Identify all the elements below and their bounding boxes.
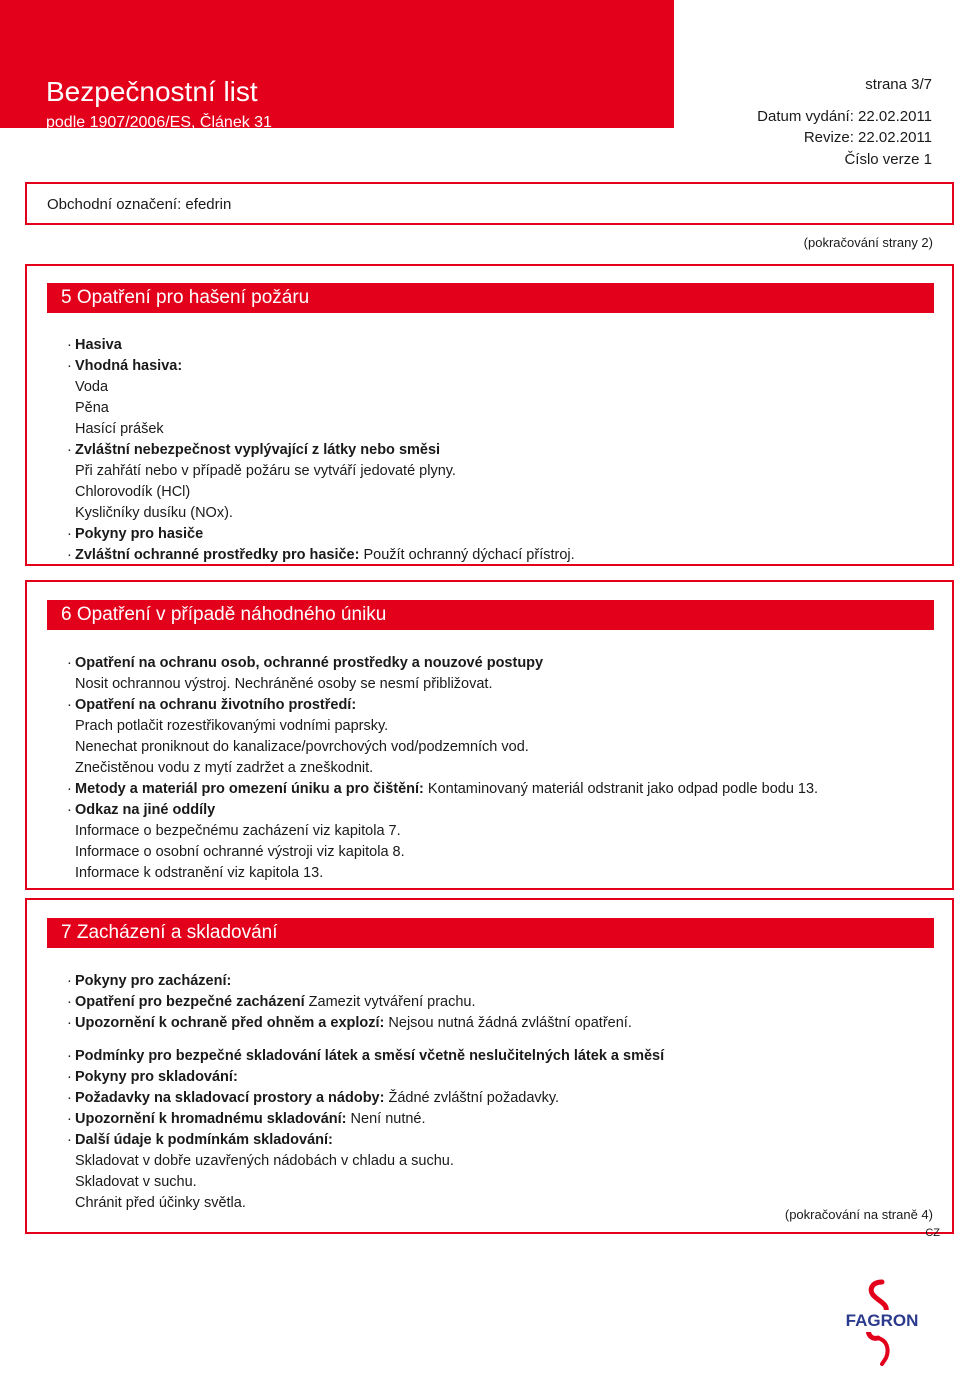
section-line xyxy=(67,864,323,882)
continuation-from: (pokračování strany 2) xyxy=(803,235,933,250)
continuation-to: (pokračování na straně 4) xyxy=(784,1207,933,1222)
section-line xyxy=(67,801,215,819)
bullet-mark: · xyxy=(67,781,72,797)
version-number: Číslo verze 1 xyxy=(844,151,932,168)
line-label: Hasiva xyxy=(75,337,122,353)
section-line xyxy=(67,336,122,354)
section-5-heading: 5 Opatření pro hašení požáru xyxy=(47,283,934,313)
line-label: Odkaz na jiné oddíly xyxy=(75,802,216,818)
line-text: Informace o osobní ochranné výstroji viz kapitola 8. xyxy=(75,844,405,860)
section-line xyxy=(67,1131,333,1149)
section-line xyxy=(67,441,440,459)
bullet-mark: · xyxy=(67,547,72,563)
line-text: Hasící prášek xyxy=(75,421,164,437)
line-text: Nejsou nutná žádná zvláštní opatření. xyxy=(384,1015,632,1031)
line-text: Kontaminovaný materiál odstranit jako odpad podle bodu 13. xyxy=(423,781,819,797)
line-text: Skladovat v suchu. xyxy=(75,1174,197,1190)
line-label: Zvláštní nebezpečnost vyplývající z látky nebo směsi xyxy=(75,442,441,458)
line-label: Pokyny pro zacházení: xyxy=(75,973,232,989)
section-line xyxy=(67,822,401,840)
bullet-mark: · xyxy=(67,337,72,353)
line-label: Opatření na ochranu životního prostředí: xyxy=(75,697,357,713)
line-label: Vhodná hasiva: xyxy=(75,358,183,374)
line-label: Další údaje k podmínkám skladování: xyxy=(75,1132,333,1148)
section-line xyxy=(67,696,356,714)
document-title: Bezpečnostní list xyxy=(46,76,258,107)
trade-name: Obchodní označení: efedrin xyxy=(47,196,232,213)
section-line xyxy=(67,462,456,480)
section-line xyxy=(67,993,476,1011)
bullet-mark: · xyxy=(67,1069,72,1085)
line-text: Nosit ochrannou výstroj. Nechráněné osoby se nesmí přibližovat. xyxy=(75,676,493,692)
section-line xyxy=(67,1047,664,1065)
logo-text: FAGRON xyxy=(845,1311,919,1330)
line-label: Pokyny pro hasiče xyxy=(75,526,204,542)
line-text: Informace k odstranění viz kapitola 13. xyxy=(75,865,324,881)
section-line xyxy=(67,759,373,777)
bullet-mark: · xyxy=(67,973,72,989)
section-line xyxy=(67,738,529,756)
document-subtitle: podle 1907/2006/ES, Článek 31 xyxy=(46,114,272,131)
line-text: Skladovat v dobře uzavřených nádobách v chladu a suchu. xyxy=(75,1153,454,1169)
section-6-heading: 6 Opatření v případě náhodného úniku xyxy=(47,600,934,630)
section-line xyxy=(67,1152,454,1170)
line-text: Voda xyxy=(75,379,109,395)
section-line xyxy=(67,972,231,990)
header-band xyxy=(0,0,674,128)
page-number: strana 3/7 xyxy=(865,76,932,93)
section-line xyxy=(67,420,164,438)
section-line xyxy=(67,1173,197,1191)
section-line xyxy=(67,654,543,672)
bullet-mark: · xyxy=(67,1132,72,1148)
line-text: Zamezit vytváření prachu. xyxy=(304,994,476,1010)
line-text: Při zahřátí nebo v případě požáru se vytváří jedovaté plyny. xyxy=(75,463,456,479)
bullet-mark: · xyxy=(67,442,72,458)
section-line xyxy=(67,378,108,396)
bullet-mark: · xyxy=(67,1090,72,1106)
line-text: Nenechat proniknout do kanalizace/povrchových vod/podzemních vod. xyxy=(75,739,529,755)
section-line xyxy=(67,399,109,417)
line-text: Prach potlačit rozestřikovanými vodními paprsky. xyxy=(75,718,389,734)
line-text: Použít ochranný dýchací přístroj. xyxy=(359,547,575,563)
section-line xyxy=(67,780,818,798)
section-line xyxy=(67,1068,238,1086)
line-label: Opatření na ochranu osob, ochranné prostředky a nouzové postupy xyxy=(75,655,544,671)
bullet-mark: · xyxy=(67,358,72,374)
bullet-mark: · xyxy=(67,994,72,1010)
section-5-box xyxy=(25,264,954,566)
section-line xyxy=(67,675,492,693)
fagron-logo-icon xyxy=(836,1278,928,1366)
line-text: Pěna xyxy=(75,400,109,416)
line-label: Upozornění k ochraně před ohněm a explozí: xyxy=(75,1015,385,1031)
section-line xyxy=(67,843,405,861)
line-label: Zvláštní ochranné prostředky pro hasiče: xyxy=(75,547,360,563)
line-text: Není nutné. xyxy=(346,1111,426,1127)
section-line xyxy=(67,525,203,543)
section-7-heading: 7 Zacházení a skladování xyxy=(47,918,934,948)
trade-name-box xyxy=(25,182,954,225)
bullet-mark: · xyxy=(67,802,72,818)
language-code: CZ xyxy=(925,1227,940,1239)
line-text: Kysličníky dusíku (NOx). xyxy=(75,505,233,521)
issue-date: Datum vydání: 22.02.2011 xyxy=(757,108,932,125)
section-line xyxy=(67,357,182,375)
section-line xyxy=(67,483,190,501)
section-7-box xyxy=(25,898,954,1234)
line-text: Chlorovodík (HCl) xyxy=(75,484,191,500)
line-label: Podmínky pro bezpečné skladování látek a směsí včetně neslučitelných látek a směsí xyxy=(75,1048,665,1064)
line-label: Metody a materiál pro omezení úniku a pro čištění: xyxy=(75,781,424,797)
section-line xyxy=(67,1089,559,1107)
line-text: Chránit před účinky světla. xyxy=(75,1195,246,1211)
fagron-logo xyxy=(836,1278,928,1366)
line-text: Znečistěnou vodu z mytí zadržet a zneškodnit. xyxy=(75,760,374,776)
line-label: Pokyny pro skladování: xyxy=(75,1069,238,1085)
bullet-mark: · xyxy=(67,655,72,671)
bullet-mark: · xyxy=(67,1111,72,1127)
bullet-mark: · xyxy=(67,526,72,542)
revision-date: Revize: 22.02.2011 xyxy=(803,129,932,146)
line-label: Upozornění k hromadnému skladování: xyxy=(75,1111,347,1127)
section-line xyxy=(67,546,575,564)
section-line xyxy=(67,717,388,735)
bullet-mark: · xyxy=(67,1015,72,1031)
section-line xyxy=(67,504,233,522)
section-6-box xyxy=(25,580,954,890)
section-line xyxy=(67,1194,246,1212)
line-label: Požadavky na skladovací prostory a nádoby: xyxy=(75,1090,385,1106)
section-line xyxy=(67,1014,632,1032)
line-label: Opatření pro bezpečné zacházení xyxy=(75,994,305,1010)
bullet-mark: · xyxy=(67,697,72,713)
line-text: Informace o bezpečnému zacházení viz kapitola 7. xyxy=(75,823,401,839)
bullet-mark: · xyxy=(67,1048,72,1064)
section-line xyxy=(67,1110,426,1128)
line-text: Žádné zvláštní požadavky. xyxy=(384,1090,560,1106)
